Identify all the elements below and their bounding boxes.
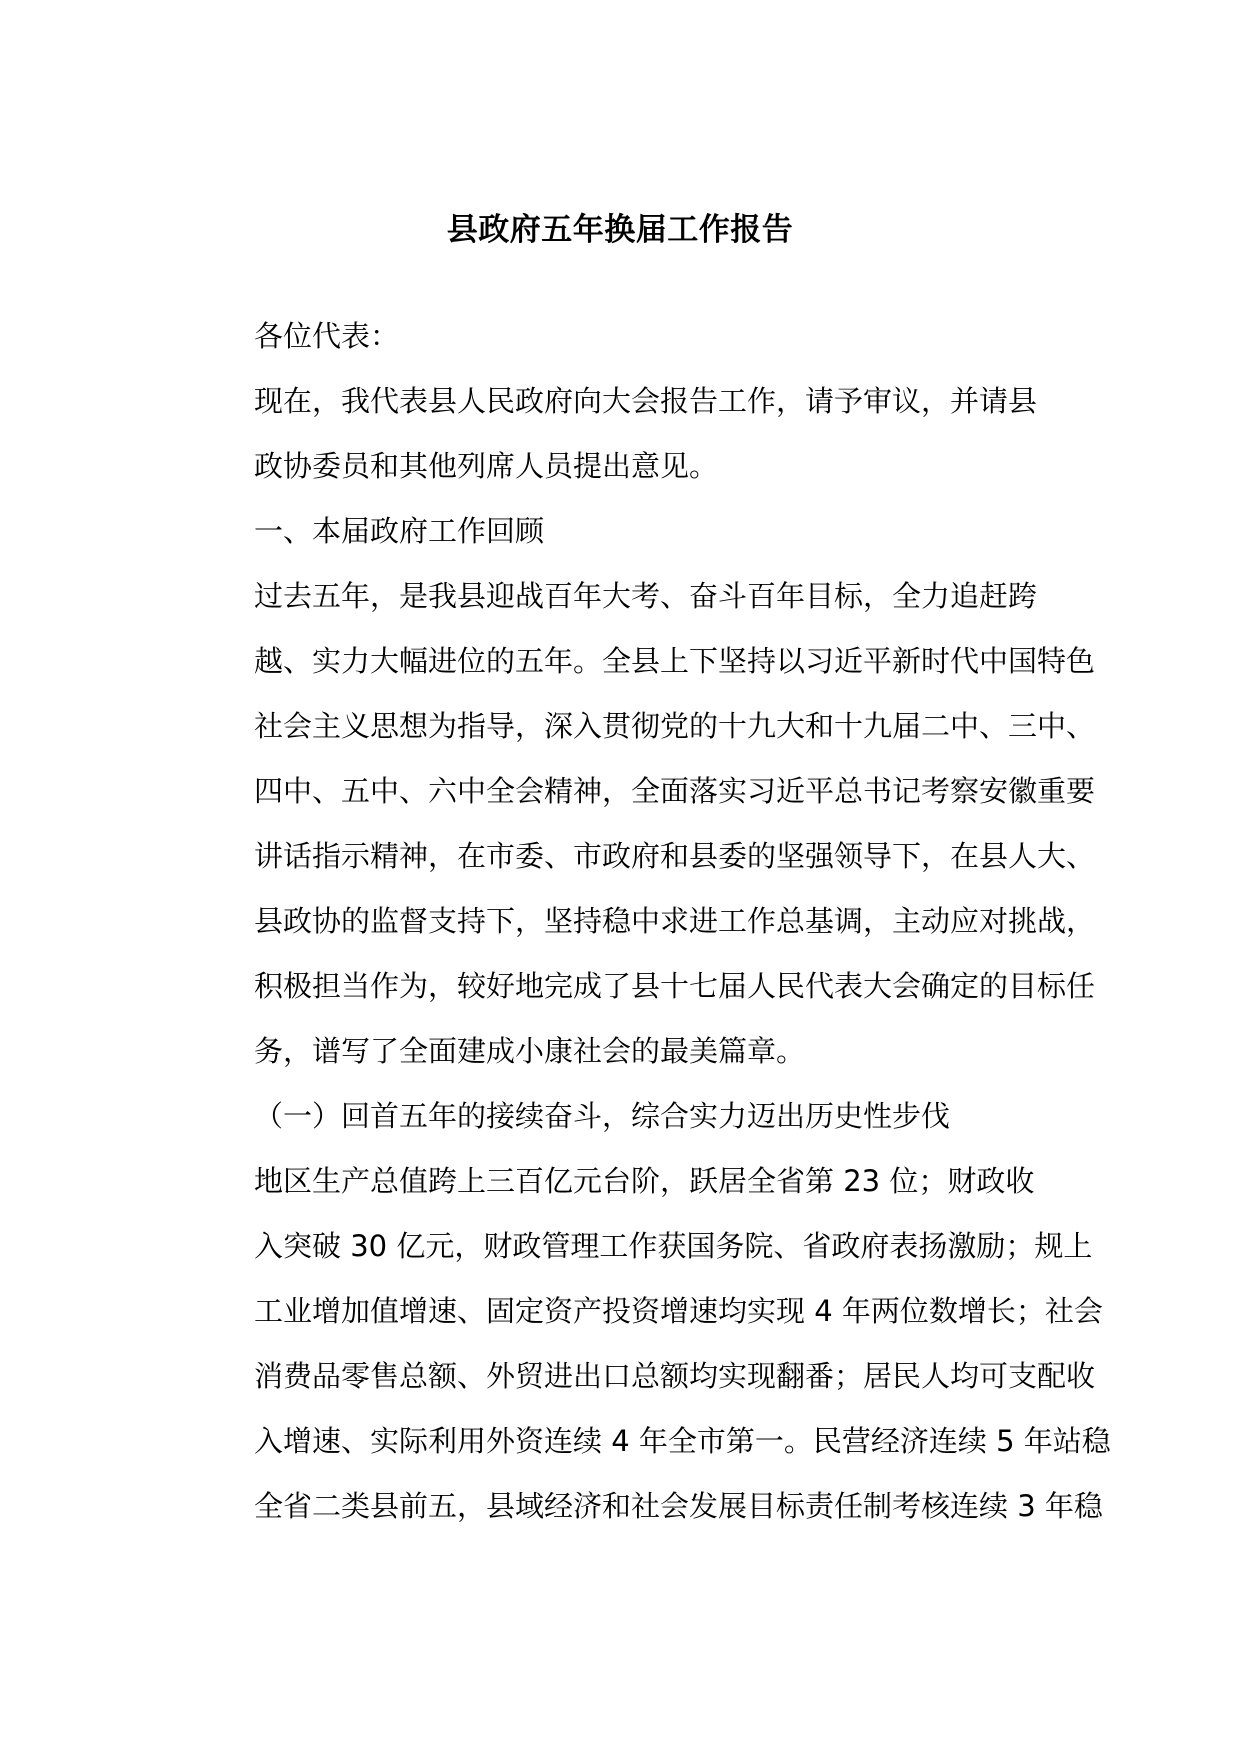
paragraph-salutation	[188, 304, 1050, 369]
text-line: 各位代表：	[254, 319, 400, 353]
text-line: 过去五年，是我县迎战百年大考、奋斗百年目标，全力追赶跨	[254, 579, 1038, 613]
text-line: 县政协的监督支持下，坚持稳中求进工作总基调，主动应对挑战，	[254, 904, 1096, 938]
text-line: 全省二类县前五，县域经济和社会发展目标责任制考核连续 3 年稳	[254, 1489, 1103, 1523]
text-line: 入突破 30 亿元，财政管理工作获国务院、省政府表扬激励；规上	[254, 1229, 1093, 1263]
text-line: 讲话指示精神，在市委、市政府和县委的坚强领导下，在县人大、	[254, 839, 1096, 873]
subsection-heading	[188, 1084, 1050, 1149]
text-line: 越、实力大幅进位的五年。全县上下坚持以习近平新时代中国特色	[254, 644, 1096, 678]
section-heading	[188, 499, 1050, 564]
text-line: 工业增加值增速、固定资产投资增速均实现 4 年两位数增长；社会	[254, 1294, 1103, 1328]
text-line: 现在，我代表县人民政府向大会报告工作，请予审议，并请县	[254, 384, 1038, 418]
text-line: 政协委员和其他列席人员提出意见。	[254, 449, 719, 483]
text-line: 务，谱写了全面建成小康社会的最美篇章。	[254, 1034, 806, 1068]
text-line: 入增速、实际利用外资连续 4 年全市第一。民营经济连续 5 年站稳	[254, 1424, 1111, 1458]
paragraph-opening	[188, 369, 1050, 499]
text-line: 地区生产总值跨上三百亿元台阶，跃居全省第 23 位；财政收	[254, 1164, 1035, 1198]
paragraph-achievements	[188, 1149, 1111, 1539]
paragraph-review	[188, 564, 1096, 1084]
document-body	[188, 304, 1111, 1539]
text-line: 社会主义思想为指导，深入贯彻党的十九大和十九届二中、三中、	[254, 709, 1096, 743]
document-title: 县政府五年换届工作报告	[446, 212, 794, 248]
text-line: （一）回首五年的接续奋斗，综合实力迈出历史性步伐	[254, 1099, 951, 1133]
text-line: 一、本届政府工作回顾	[254, 514, 545, 548]
text-line: 四中、五中、六中全会精神，全面落实习近平总书记考察安徽重要	[254, 774, 1096, 808]
text-line: 积极担当作为，较好地完成了县十七届人民代表大会确定的目标任	[254, 969, 1096, 1003]
text-line: 消费品零售总额、外贸进出口总额均实现翻番；居民人均可支配收	[254, 1359, 1096, 1393]
